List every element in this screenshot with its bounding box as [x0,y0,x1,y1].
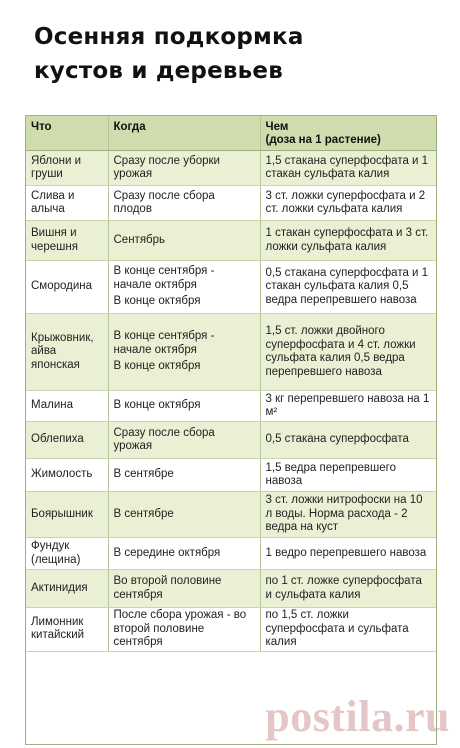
cell-when-item: В сентябре [113,468,174,481]
cell-when-item: В сентябре [113,507,174,520]
cell-when [108,151,260,186]
cell-what: Яблони и груши [26,151,108,186]
header-with [260,116,436,151]
cell-when [108,261,260,314]
cell-when [108,186,260,221]
header-when: Когда [108,116,260,151]
cell-when [108,314,260,391]
cell-with: 1,5 ст. ложки двойного суперфосфата и 4 ст. ложки сульфата калия 0,5 ведра перепревшего навоза [260,314,436,391]
cell-what: Малина [26,391,108,422]
cell-with: 3 ст. ложки суперфосфата и 2 ст. ложки сульфата калия [260,186,436,221]
table-row [26,314,436,391]
cell-when-item: Сразу после уборки урожая [113,154,220,180]
header-with-dose: (доза на 1 растение) [265,134,381,146]
cell-with: по 1 ст. ложке суперфосфата и сульфата калия [260,570,436,608]
cell-when [108,221,260,261]
cell-when [108,391,260,422]
cell-when-item: Сразу после сбора плодов [113,189,215,215]
header-what: Что [26,116,108,151]
table-row [26,492,436,538]
table-row [26,422,436,459]
cell-when-item: В конце октября [113,360,201,373]
header-with-title: Чем [265,121,289,133]
cell-what: Актинидия [26,570,108,608]
table-row [26,570,436,608]
cell-with: 1 ведро перепревшего навоза [260,538,436,570]
table-row [26,538,436,570]
cell-what: Облепиха [26,422,108,459]
table-row [26,151,436,186]
page-title [34,20,304,88]
table-row [26,608,436,652]
cell-what: Боярышник [26,492,108,538]
cell-when-item: В конце сентября - начале октября [113,265,215,291]
cell-when-item: В конце сентября - начале октября [113,330,215,356]
cell-when [108,570,260,608]
table-row [26,261,436,314]
cell-what: Фундук (лещина) [26,538,108,570]
cell-when-item: В середине октября [113,546,221,559]
cell-when-item: Во второй половине сентября [113,575,222,601]
cell-when [108,422,260,459]
table-header-row [26,116,436,151]
table-row [26,186,436,221]
cell-when-item: В конце октября [113,399,201,412]
table-row [26,221,436,261]
table-row [26,391,436,422]
cell-when [108,459,260,492]
cell-with: 3 ст. ложки нитрофоски на 10 л воды. Норма расхода - 2 ведра на куст [260,492,436,538]
cell-with: 0,5 стакана суперфосфата [260,422,436,459]
cell-with: 1,5 ведра перепревшего навоза [260,459,436,492]
cell-what: Крыжовник, айва японская [26,314,108,391]
cell-what: Слива и алыча [26,186,108,221]
cell-when [108,492,260,538]
cell-what: Вишня и черешня [26,221,108,261]
table-row [26,459,436,492]
cell-with: 0,5 стакана суперфосфата и 1 стакан сульфата калия 0,5 ведра перепревшего навоза [260,261,436,314]
cell-with: по 1,5 ст. ложки суперфосфата и сульфата калия [260,608,436,652]
cell-when-item: Сразу после сбора урожая [113,426,215,452]
cell-when-item: В конце октября [113,295,201,308]
cell-when [108,538,260,570]
cell-with: 3 кг перепревшего навоза на 1 м² [260,391,436,422]
feeding-table [25,115,437,745]
cell-when [108,608,260,652]
cell-what: Смородина [26,261,108,314]
title-line-2: кустов и деревьев [34,58,283,84]
cell-what: Жимолость [26,459,108,492]
title-line-1: Осенняя подкормка [34,24,304,50]
cell-with: 1,5 стакана суперфосфата и 1 стакан сульфата калия [260,151,436,186]
watermark: postila.ru [265,692,450,741]
cell-when-item: После сбора урожая - во второй половине сентября [113,609,247,648]
cell-with: 1 стакан суперфосфата и 3 ст. ложки сульфата калия [260,221,436,261]
cell-what: Лимонник китайский [26,608,108,652]
cell-when-item: Сентябрь [113,233,166,246]
